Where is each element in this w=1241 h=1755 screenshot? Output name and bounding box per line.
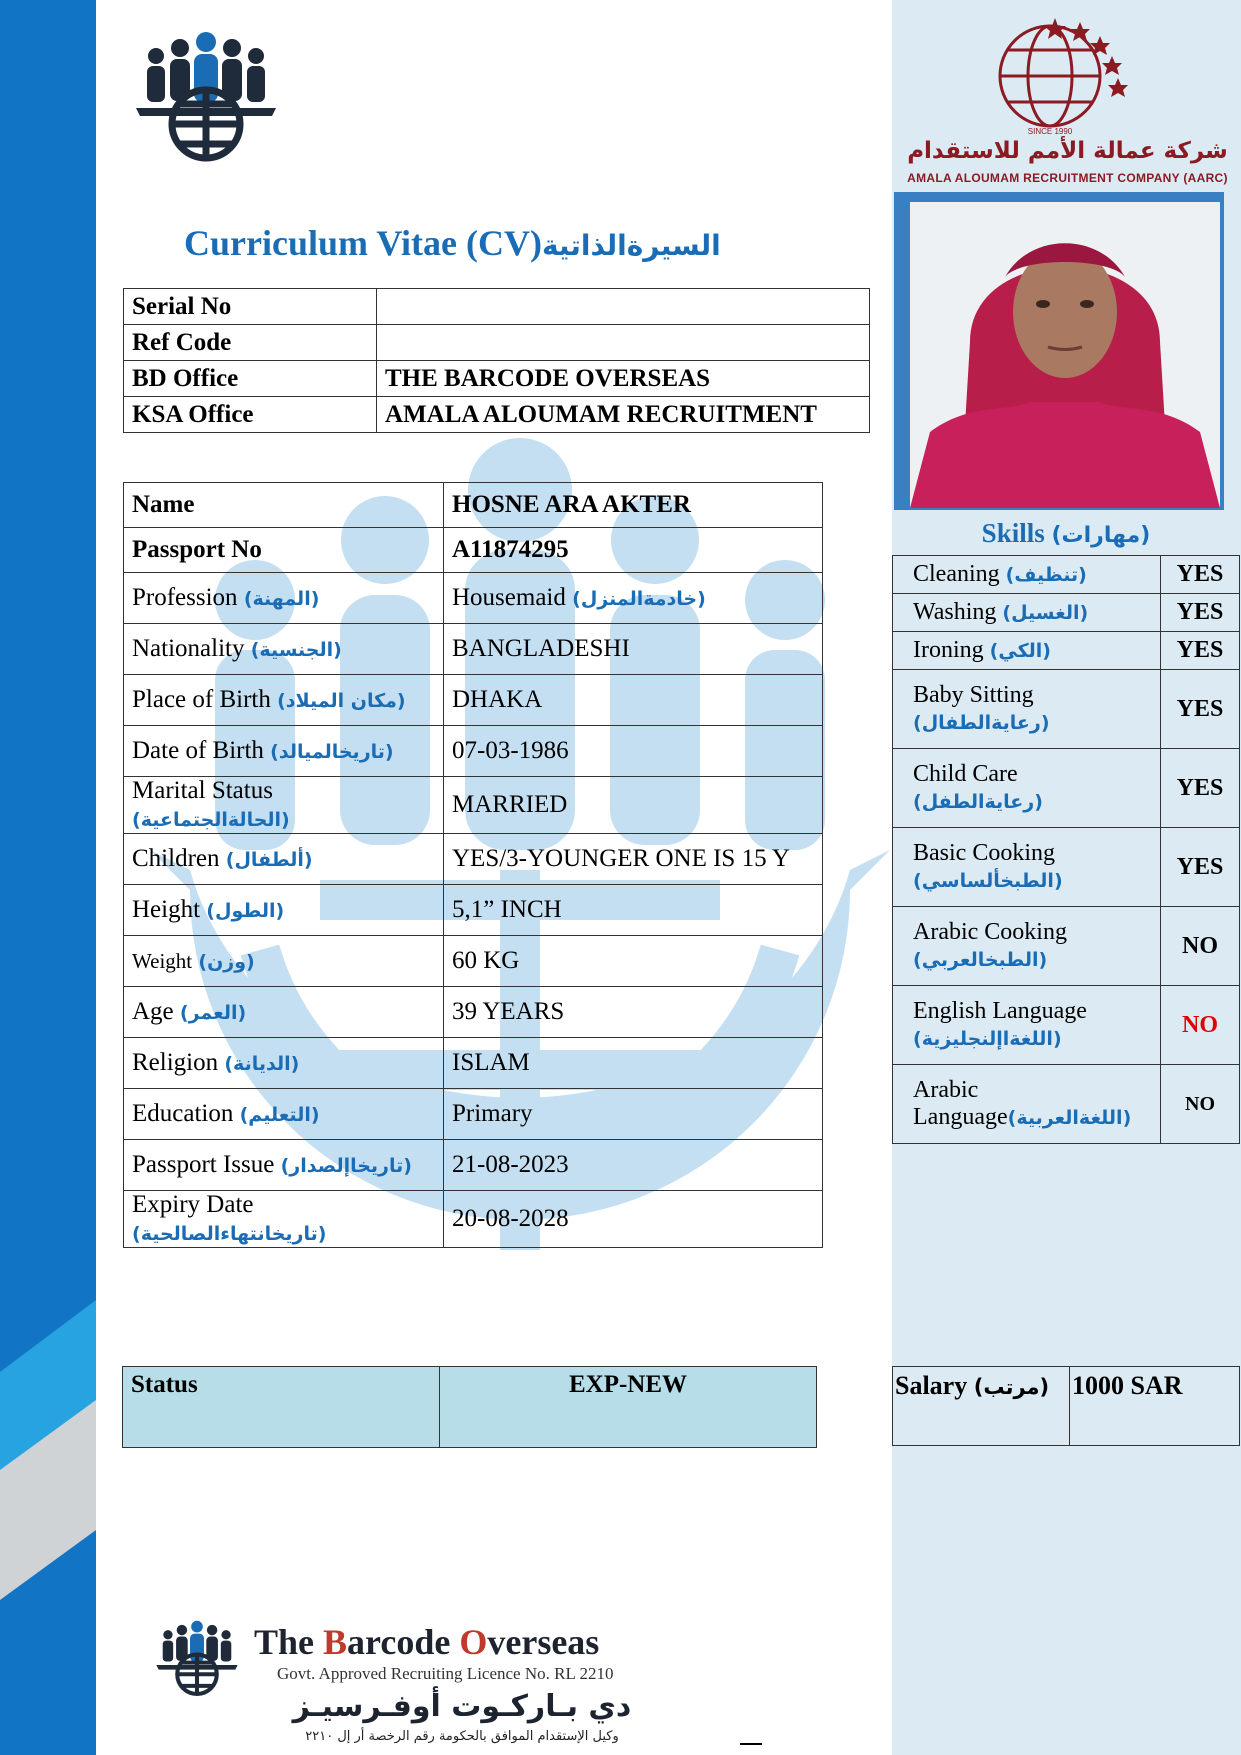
value-en: Housemaid xyxy=(452,584,566,611)
label-ar: (تاريخالميالد) xyxy=(270,741,394,763)
salary-table xyxy=(892,1366,1240,1446)
office-value xyxy=(377,289,870,325)
skill-label xyxy=(893,632,1161,670)
label-en: Weight xyxy=(132,949,193,973)
weight-value: 60 KG xyxy=(444,936,823,987)
table-row xyxy=(124,834,823,885)
age-label xyxy=(124,987,444,1038)
aarc-name-arabic: شركة عمالة الأمم للاستقدام xyxy=(907,138,1228,164)
table-row xyxy=(124,483,823,528)
label-ar: (اللغةالعربية) xyxy=(1007,1107,1132,1129)
candidate-photo-frame xyxy=(894,192,1224,510)
skill-value: NO xyxy=(1161,1065,1240,1144)
label-ar: (العمر) xyxy=(179,1002,247,1024)
table-row xyxy=(124,1140,823,1191)
table-row xyxy=(893,632,1240,670)
office-value: AMALA ALOUMAM RECRUITMENT xyxy=(377,397,870,433)
table-row xyxy=(124,397,870,433)
table-row xyxy=(124,573,823,624)
label-ar: (المهنة) xyxy=(243,588,320,610)
table-row xyxy=(124,936,823,987)
table-row xyxy=(124,1089,823,1140)
religion-value: ISLAM xyxy=(444,1038,823,1089)
height-label xyxy=(124,885,444,936)
candidate-photo xyxy=(910,202,1220,508)
expiry-date-value: 20-08-2028 xyxy=(444,1191,823,1248)
status-label: Status xyxy=(123,1367,440,1448)
skill-value: NO xyxy=(1161,907,1240,986)
skills-table xyxy=(892,555,1240,1144)
skill-value: YES xyxy=(1161,556,1240,594)
label-en: Basic Cooking xyxy=(913,840,1055,866)
weight-label xyxy=(124,936,444,987)
marital-status-label xyxy=(124,777,444,834)
personal-info-table xyxy=(123,482,823,1248)
label-en: Nationality xyxy=(132,635,245,662)
place-of-birth-value: DHAKA xyxy=(444,675,823,726)
footer-brand xyxy=(154,1617,674,1747)
table-row xyxy=(124,325,870,361)
profession-value xyxy=(444,573,823,624)
label-ar: (اللغةاإلنجليزية) xyxy=(913,1028,1062,1050)
page-title-ar: السيرةالذاتية xyxy=(541,229,721,262)
label-ar: (الجنسية) xyxy=(250,639,342,661)
label-ar: (رعايةالطفل) xyxy=(913,791,1043,813)
marital-status-value: MARRIED xyxy=(444,777,823,834)
label-ar: (مكان الميلاد) xyxy=(277,690,406,712)
table-row xyxy=(124,675,823,726)
table-row xyxy=(893,907,1240,986)
label-ar: (الغسيل) xyxy=(1002,602,1089,624)
portrait-icon xyxy=(910,202,1220,508)
name-value: HOSNE ARA AKTER xyxy=(444,483,823,528)
name-part: B xyxy=(323,1622,348,1662)
salary-value: 1000 SAR xyxy=(1070,1367,1240,1446)
label-en: Education xyxy=(132,1100,234,1127)
table-row xyxy=(893,986,1240,1065)
education-label xyxy=(124,1089,444,1140)
religion-label xyxy=(124,1038,444,1089)
footer-licence-arabic: وكيل الإستقدام الموافق بالحكومة رقم الرخصة أر إل ٢٢١٠ xyxy=(305,1729,619,1744)
label-ar: (تنظيف) xyxy=(1005,564,1087,586)
label-ar: (وزن) xyxy=(198,951,255,973)
label-en: Marital Status xyxy=(132,777,273,804)
label-ar: (مرتب) xyxy=(973,1375,1050,1399)
office-label: BD Office xyxy=(124,361,377,397)
children-value: YES/3-YOUNGER ONE IS 15 Y xyxy=(444,834,823,885)
table-row xyxy=(893,828,1240,907)
table-row xyxy=(893,1065,1240,1144)
label-en-2: Language xyxy=(913,1104,1008,1130)
label-en: Arabic xyxy=(913,1077,979,1103)
skill-value: YES xyxy=(1161,594,1240,632)
label-ar: (التعليم) xyxy=(239,1104,320,1126)
skills-title-en: Skills xyxy=(981,518,1045,548)
value-ar: (خادمةالمنزل) xyxy=(572,588,706,610)
table-row xyxy=(124,624,823,675)
name-part: arcode xyxy=(347,1622,460,1662)
date-of-birth-label xyxy=(124,726,444,777)
children-label xyxy=(124,834,444,885)
table-row xyxy=(893,594,1240,632)
date-of-birth-value: 07-03-1986 xyxy=(444,726,823,777)
skill-label xyxy=(893,670,1161,749)
skills-title xyxy=(892,518,1240,549)
aarc-name-english: AMALA ALOUMAM RECRUITMENT COMPANY (AARC) xyxy=(907,171,1228,185)
passport-value: A11874295 xyxy=(444,528,823,573)
status-value: EXP-NEW xyxy=(440,1367,817,1448)
footer-company-name xyxy=(254,1621,599,1663)
footer-licence: Govt. Approved Recruiting Licence No. RL 2210 xyxy=(277,1664,614,1683)
label-ar: (الحالةالجتماعية) xyxy=(132,809,290,831)
label-en: Religion xyxy=(132,1049,219,1076)
skill-value: YES xyxy=(1161,749,1240,828)
office-label: Serial No xyxy=(124,289,377,325)
skill-label xyxy=(893,907,1161,986)
footer-name-arabic: دي بـاركـوت أوفـرسيـز xyxy=(292,1689,632,1724)
label-en: Cleaning xyxy=(913,561,1000,587)
label-en: English Language xyxy=(913,998,1087,1024)
label-en: Age xyxy=(132,998,174,1025)
skill-value: YES xyxy=(1161,828,1240,907)
label-en: Child Care xyxy=(913,761,1018,787)
skill-label xyxy=(893,1065,1161,1144)
label-en: Children xyxy=(132,845,220,872)
profession-label xyxy=(124,573,444,624)
table-row xyxy=(124,726,823,777)
education-value: Primary xyxy=(444,1089,823,1140)
label-en: Height xyxy=(132,896,201,923)
office-value: THE BARCODE OVERSEAS xyxy=(377,361,870,397)
skill-value: NO xyxy=(1161,986,1240,1065)
label-en: Expiry Date xyxy=(132,1191,254,1218)
table-row xyxy=(124,361,870,397)
label-ar: (الكي) xyxy=(989,640,1051,662)
expiry-date-label xyxy=(124,1191,444,1248)
name-label: Name xyxy=(124,483,444,528)
skill-label xyxy=(893,828,1161,907)
page-title-en: Curriculum Vitae (CV) xyxy=(184,223,542,263)
label-en: Baby Sitting xyxy=(913,682,1034,708)
skill-label xyxy=(893,749,1161,828)
footer-logo-icon xyxy=(154,1617,240,1699)
passport-label: Passport No xyxy=(124,528,444,573)
table-row xyxy=(893,1367,1240,1446)
salary-label xyxy=(893,1367,1070,1446)
name-part: The xyxy=(254,1622,324,1662)
table-row xyxy=(893,556,1240,594)
table-row xyxy=(124,777,823,834)
name-part: O xyxy=(459,1622,488,1662)
name-part: verseas xyxy=(487,1622,600,1662)
table-row xyxy=(893,670,1240,749)
label-en: Salary xyxy=(895,1371,968,1400)
page-dash xyxy=(740,1743,762,1745)
label-en: Washing xyxy=(913,599,997,625)
height-value: 5,1” INCH xyxy=(444,885,823,936)
label-en: Ironing xyxy=(913,637,984,663)
table-row xyxy=(893,749,1240,828)
label-ar: (تاريخانتهاءالصالحية) xyxy=(132,1223,327,1245)
status-table xyxy=(122,1366,817,1448)
skill-value: YES xyxy=(1161,670,1240,749)
label-en: Arabic Cooking xyxy=(913,919,1067,945)
table-row xyxy=(124,885,823,936)
office-table xyxy=(123,288,870,433)
logo-since-text: SINCE 1990 xyxy=(1027,127,1073,136)
label-ar: (رعايةالطفال) xyxy=(913,712,1050,734)
table-row xyxy=(124,289,870,325)
skill-label xyxy=(893,594,1161,632)
label-ar: (تاريخاإلصدار) xyxy=(280,1155,412,1177)
office-label: KSA Office xyxy=(124,397,377,433)
table-row xyxy=(123,1367,817,1448)
label-ar: (ألطفال) xyxy=(225,849,313,871)
label-en: Place of Birth xyxy=(132,686,271,713)
age-value: 39 YEARS xyxy=(444,987,823,1038)
globe-stars-icon xyxy=(900,8,1235,138)
label-ar: (الديانة) xyxy=(224,1053,300,1075)
table-row xyxy=(124,1038,823,1089)
skill-value: YES xyxy=(1161,632,1240,670)
page-title xyxy=(184,222,721,264)
table-row xyxy=(124,528,823,573)
label-en: Passport Issue xyxy=(132,1151,275,1178)
passport-issue-value: 21-08-2023 xyxy=(444,1140,823,1191)
office-label: Ref Code xyxy=(124,325,377,361)
skill-label xyxy=(893,556,1161,594)
passport-issue-label xyxy=(124,1140,444,1191)
skills-title-ar: (مهارات) xyxy=(1051,523,1151,548)
table-row xyxy=(124,1191,823,1248)
nationality-label xyxy=(124,624,444,675)
aarc-logo xyxy=(900,8,1235,188)
left-decorative-bar xyxy=(0,0,96,1755)
office-value xyxy=(377,325,870,361)
label-en: Date of Birth xyxy=(132,737,264,764)
skill-label xyxy=(893,986,1161,1065)
label-ar: (الطبخألساسي) xyxy=(913,870,1063,892)
label-ar: (الطول) xyxy=(206,900,285,922)
label-ar: (الطبخالعربي) xyxy=(913,949,1048,971)
nationality-value: BANGLADESHI xyxy=(444,624,823,675)
barcode-logo-icon xyxy=(132,28,280,164)
label-en: Profession xyxy=(132,584,238,611)
table-row xyxy=(124,987,823,1038)
place-of-birth-label xyxy=(124,675,444,726)
